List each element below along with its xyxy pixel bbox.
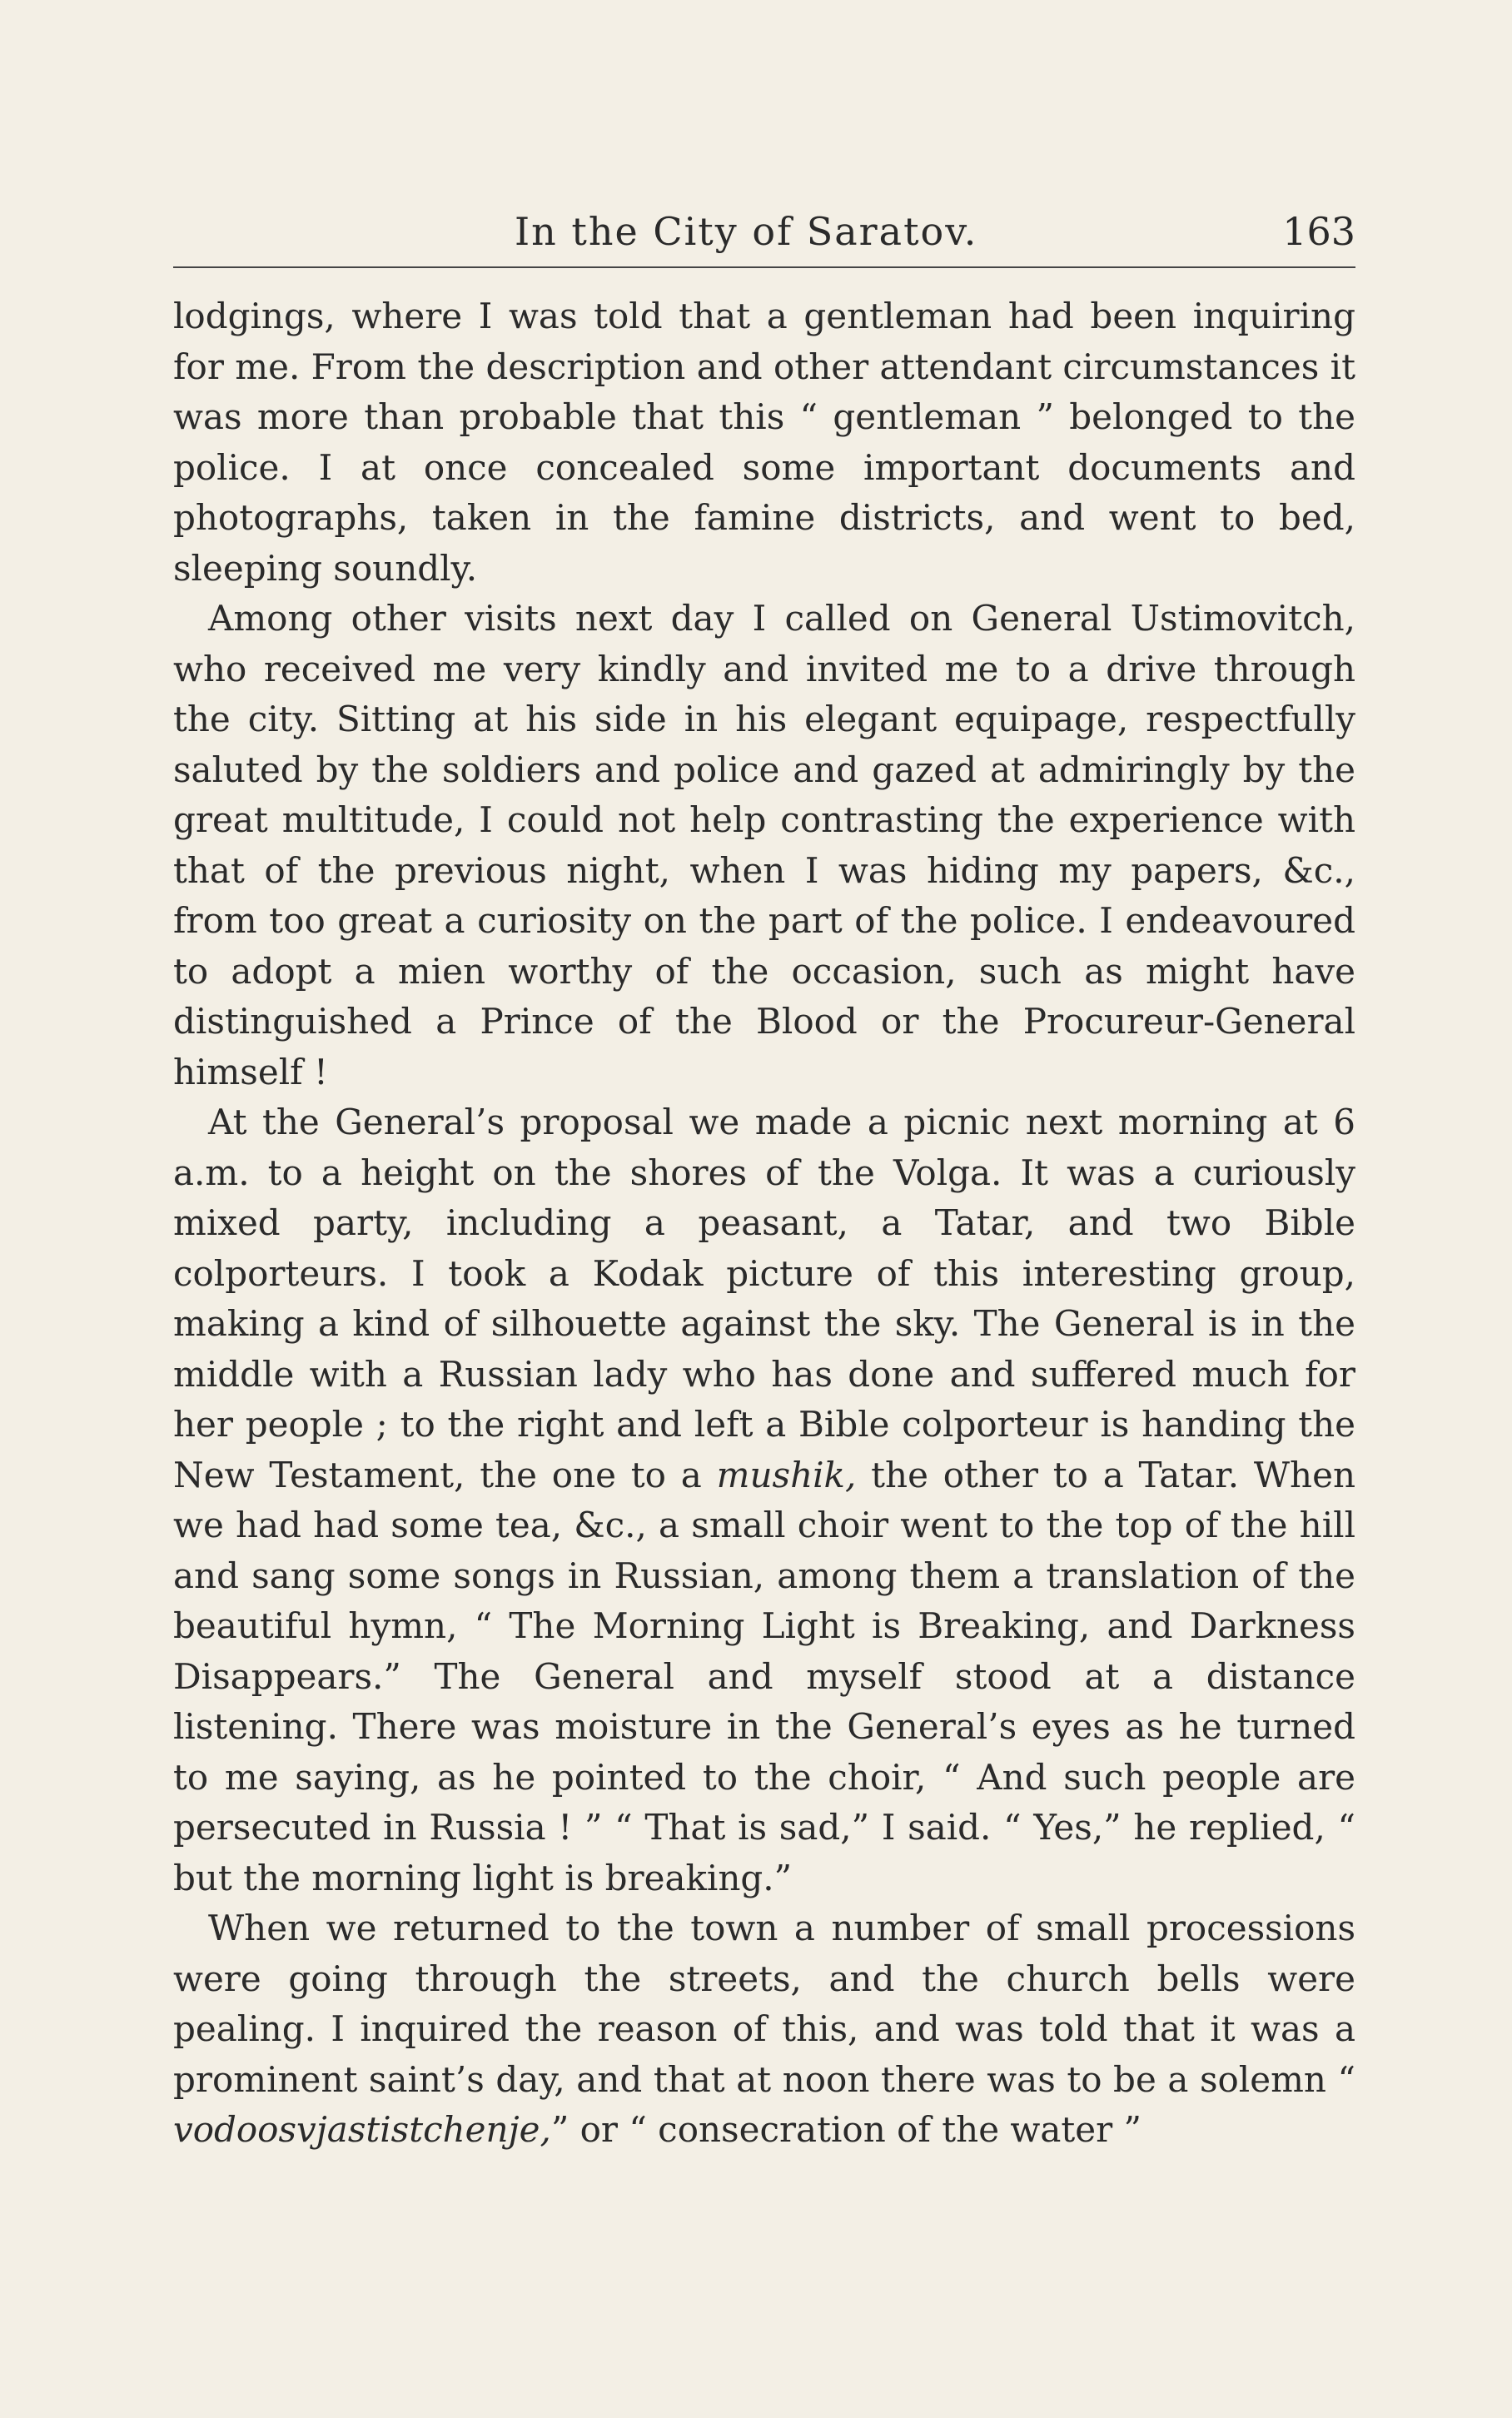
- page-number: 163: [1282, 209, 1355, 254]
- paragraph-3-italic-term: mushik,: [716, 1454, 857, 1495]
- paragraph-4-text-b: ” or “ consecration of the water ”: [550, 2109, 1142, 2150]
- paragraph-4-text-a: When we returned to the town a number of small processions were going through the streets, and the church bells were pealing. I inquired the reason of this, and was told that it was a prominent saint’s day, and that at noon there was to be a solemn “: [173, 1908, 1355, 2100]
- running-title: In the City of Saratov.: [515, 209, 978, 254]
- paragraph-1-text: lodgings, where I was told that a gentleman had been inquiring for me. From the description and other attendant circumstances it was more than probable that this “ gentleman ” belonged to the police. I at once concealed some important documents and photographs, taken in the famine districts, and went to bed, sleeping soundly.: [173, 296, 1355, 589]
- paragraph-3-text-a: At the General’s proposal we made a picnic next morning at 6 a.m. to a height on the shores of the Volga. It was a curiously mixed party, including a peasant, a Tatar, and two Bible colporteurs. I took a Kodak picture of this interesting group, making a kind of silhouette against the sky. The General is in the middle with a Russian lady who has done and suffered much for her people ; to the right and left a Bible colporteur is handing the New Testament, the one to a: [173, 1102, 1355, 1495]
- page-header: [173, 206, 1355, 256]
- paragraph-4: [173, 1903, 1355, 2156]
- paragraph-2-text: Among other visits next day I called on General Ustimovitch, who received me very kindly and invited me to a drive through the city. Sitting at his side in his elegant equipage, respectfully saluted by the soldiers and police and gazed at admiringly by the great multitude, I could not help contrasting the experience with that of the previous night, when I was hiding my papers, &c., from too great a curiosity on the part of the police. I endeavoured to adopt a mien worthy of the occasion, such as might have distinguished a Prince of the Blood or the Procureur-General himself !: [173, 598, 1355, 1092]
- paragraph-4-italic-term: vodoosvjastistchenje,: [173, 2109, 551, 2150]
- paragraph-3: [173, 1097, 1355, 1903]
- header-rule: [173, 266, 1355, 268]
- body-text: [173, 291, 1355, 2156]
- paragraph-3-text-b: the other to a Tatar. When we had had some tea, &c., a small choir went to the top of the hill and sang some songs in Russian, among them a translation of the beautiful hymn, “ The Morning Light is Breaking, and Darkness Disappears.” The General and myself stood at a distance listening. There was moisture in the General’s eyes as he turned to me saying, as he pointed to the choir, “ And such people are persecuted in Russia ! ” “ That is sad,” I said. “ Yes,” he replied, “ but the morning light is breaking.”: [173, 1454, 1355, 1898]
- paragraph-1: [173, 291, 1355, 594]
- paragraph-2: [173, 594, 1355, 1097]
